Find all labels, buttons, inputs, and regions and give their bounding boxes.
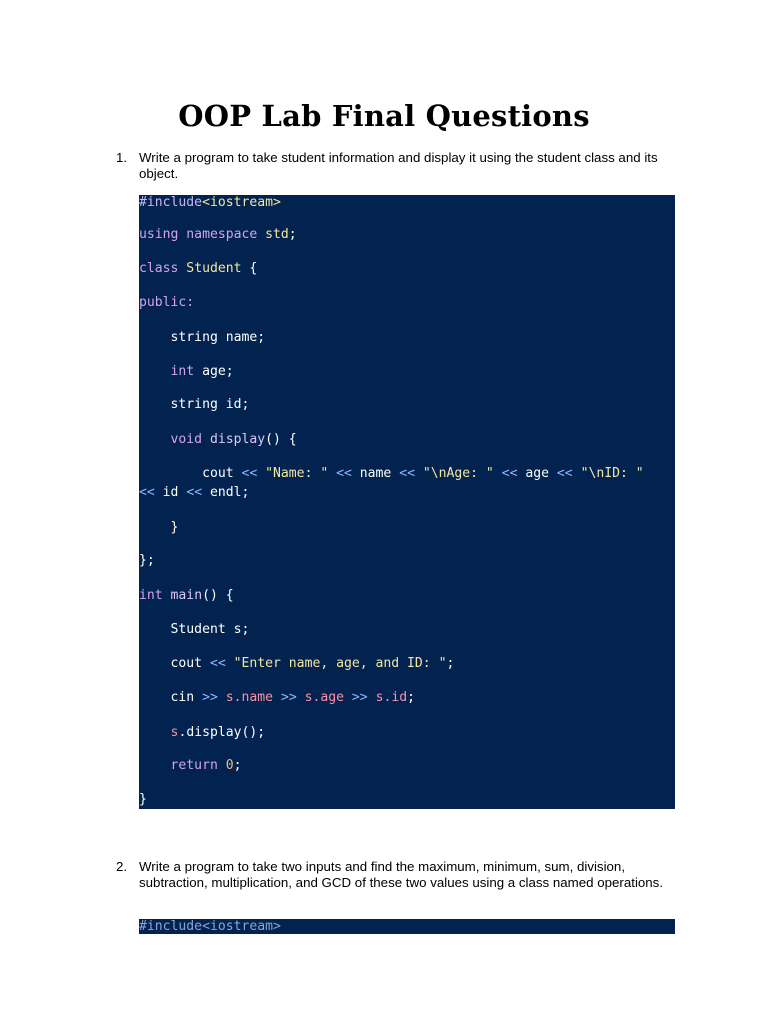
code-line — [139, 690, 415, 705]
code-token — [494, 466, 502, 481]
question-2 — [116, 859, 676, 890]
code-token: public: — [139, 295, 195, 310]
question-number: 2. — [116, 859, 128, 874]
code-token: >> — [280, 690, 297, 705]
code-token: () { — [265, 432, 297, 447]
code-token: >> — [202, 690, 218, 705]
code-token: "\nID: " — [572, 466, 644, 481]
code-token: "Enter name, age, and ID: " — [225, 656, 447, 671]
code-line — [139, 485, 249, 500]
code-line — [139, 227, 297, 242]
code-token: 0 — [217, 758, 234, 773]
code-token — [139, 725, 171, 740]
code-token: display — [202, 432, 266, 447]
code-line: }; — [139, 553, 155, 568]
code-line — [139, 588, 234, 603]
code-token: class — [139, 261, 179, 276]
code-token: << — [241, 466, 258, 481]
code-token: () { — [202, 588, 234, 603]
code-token: cout — [139, 656, 210, 671]
code-token: << — [501, 466, 518, 481]
code-token: main — [162, 588, 203, 603]
document-title: OOP Lab Final Questions — [178, 99, 590, 133]
code-token: int — [139, 364, 195, 379]
code-token: s.name — [217, 690, 281, 705]
code-line: } — [139, 520, 179, 535]
code-line — [139, 364, 234, 379]
code-token: s.id — [367, 690, 408, 705]
question-1 — [116, 150, 676, 181]
code-line — [139, 758, 242, 773]
code-line — [139, 466, 644, 481]
code-token: << — [556, 466, 573, 481]
code-token: name — [351, 466, 400, 481]
code-token: s — [170, 725, 179, 740]
code-line — [139, 261, 257, 276]
code-token: "\nAge: " — [414, 466, 494, 481]
code-token: ; — [446, 656, 455, 671]
code-line: Student s; — [139, 622, 250, 637]
code-token: << — [209, 656, 226, 671]
code-token: ; — [233, 758, 242, 773]
code-token: << — [139, 485, 155, 500]
code-token: int — [139, 588, 163, 603]
code-token: >> — [351, 690, 368, 705]
code-line: string name; — [139, 330, 266, 345]
code-line — [139, 725, 265, 740]
code-token: id — [154, 485, 187, 500]
code-block-1 — [139, 195, 675, 809]
code-token: << — [336, 466, 352, 481]
code-token: cout — [139, 466, 242, 481]
code-token: "Name: " — [257, 466, 329, 481]
code-token: ; — [407, 690, 415, 705]
code-token: std — [257, 227, 289, 242]
code-token: s.age — [296, 690, 352, 705]
code-token: Student — [178, 261, 242, 276]
code-token: using namespace — [139, 227, 258, 242]
code-block-2 — [139, 919, 675, 934]
code-line: } — [139, 792, 147, 807]
code-token: #include — [139, 195, 203, 210]
code-token: return — [139, 758, 218, 773]
code-token: ; — [288, 227, 297, 242]
code-token: void — [139, 432, 203, 447]
code-token: << — [399, 466, 415, 481]
code-token: <iostream> — [202, 195, 281, 210]
code-token: cin — [139, 690, 203, 705]
code-line — [139, 295, 194, 310]
question-text: Write a program to take two inputs and find the maximum, minimum, sum, division, subtraction, multiplication, and GCD of these two values using a class named operations. — [139, 859, 664, 890]
code-token: age — [517, 466, 557, 481]
code-line — [139, 195, 281, 210]
question-text: Write a program to take student information and display it using the student class and its object. — [139, 150, 658, 181]
code-line: string id; — [139, 397, 250, 412]
code-token: .display(); — [178, 725, 266, 740]
code-line: #include<iostream> — [139, 919, 281, 934]
question-number: 1. — [116, 150, 128, 165]
code-token: << — [186, 485, 203, 500]
code-token: age; — [194, 364, 234, 379]
code-line — [139, 656, 454, 671]
code-token — [328, 466, 336, 481]
code-token: endl; — [202, 485, 250, 500]
code-line — [139, 432, 297, 447]
code-token: { — [241, 261, 258, 276]
